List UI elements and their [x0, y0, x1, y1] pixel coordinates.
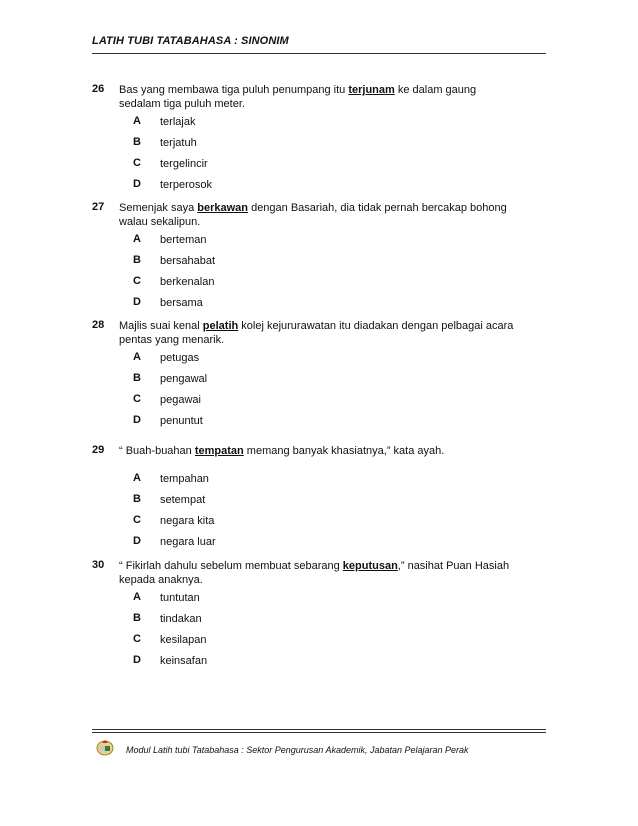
footer-divider-top — [92, 729, 546, 730]
option-a: A tempahan — [133, 472, 209, 485]
option-a: A berteman — [133, 233, 207, 246]
option-b: B pengawal — [133, 372, 208, 385]
option-c: C negara kita — [133, 514, 215, 527]
question-keyword: berkawan — [197, 202, 249, 214]
option-d: D penuntut — [133, 414, 203, 427]
option-d: D terperosok — [133, 178, 212, 191]
question-text: Semenjak saya berkawan dengan Basariah, dia tidak pernah bercakap bohong walau sekalipun. — [119, 202, 507, 228]
option-c: C pegawai — [133, 393, 201, 406]
question-number: 29 — [92, 444, 105, 456]
question-list — [92, 83, 546, 677]
question-text: “ Fikirlah dahulu sebelum membuat sebarang keputusan,” nasihat Puan Hasiah kepada anaknya. — [119, 560, 510, 586]
option-a: A petugas — [133, 351, 200, 364]
option-b: B setempat — [133, 493, 206, 506]
question-26 — [92, 83, 546, 201]
question-29 — [92, 444, 546, 559]
question-text: Majlis suai kenal pelatih kolej kejururawatan itu diadakan dengan pelbagai acara pentas yang menarik. — [119, 320, 514, 346]
question-keyword: pelatih — [202, 320, 239, 332]
question-number: 28 — [92, 319, 105, 331]
option-b: B bersahabat — [133, 254, 216, 267]
question-text: “ Buah-buahan tempatan memang banyak khasiatnya,” kata ayah. — [119, 445, 445, 457]
option-a: A tuntutan — [133, 591, 200, 604]
option-c: C kesilapan — [133, 633, 207, 646]
footer-divider-bottom — [92, 732, 546, 733]
question-keyword: keputusan — [342, 560, 398, 572]
question-text: Bas yang membawa tiga puluh penumpang itu terjunam ke dalam gaung sedalam tiga puluh meter. — [119, 84, 477, 110]
question-keyword: tempatan — [194, 445, 244, 457]
option-d: D negara luar — [133, 535, 216, 548]
option-c: C berkenalan — [133, 275, 215, 288]
question-30 — [92, 559, 546, 677]
question-28 — [92, 319, 546, 444]
option-d: D bersama — [133, 296, 203, 309]
option-d: D keinsafan — [133, 654, 208, 667]
question-number: 26 — [92, 83, 105, 95]
option-b: B terjatuh — [133, 136, 197, 149]
question-keyword: terjunam — [348, 84, 395, 96]
question-number: 30 — [92, 559, 105, 571]
option-b: B tindakan — [133, 612, 202, 625]
question-number: 27 — [92, 201, 105, 213]
footer-text: Modul Latih tubi Tatabahasa : Sektor Pengurusan Akademik, Jabatan Pelajaran Perak — [126, 745, 469, 755]
page-header-title: LATIH TUBI TATABAHASA : SINONIM — [92, 35, 289, 47]
header-divider — [92, 53, 546, 54]
option-c: C tergelincir — [133, 157, 208, 170]
state-crest-icon — [96, 738, 114, 756]
question-27 — [92, 201, 546, 319]
option-a: A terlajak — [133, 115, 196, 128]
